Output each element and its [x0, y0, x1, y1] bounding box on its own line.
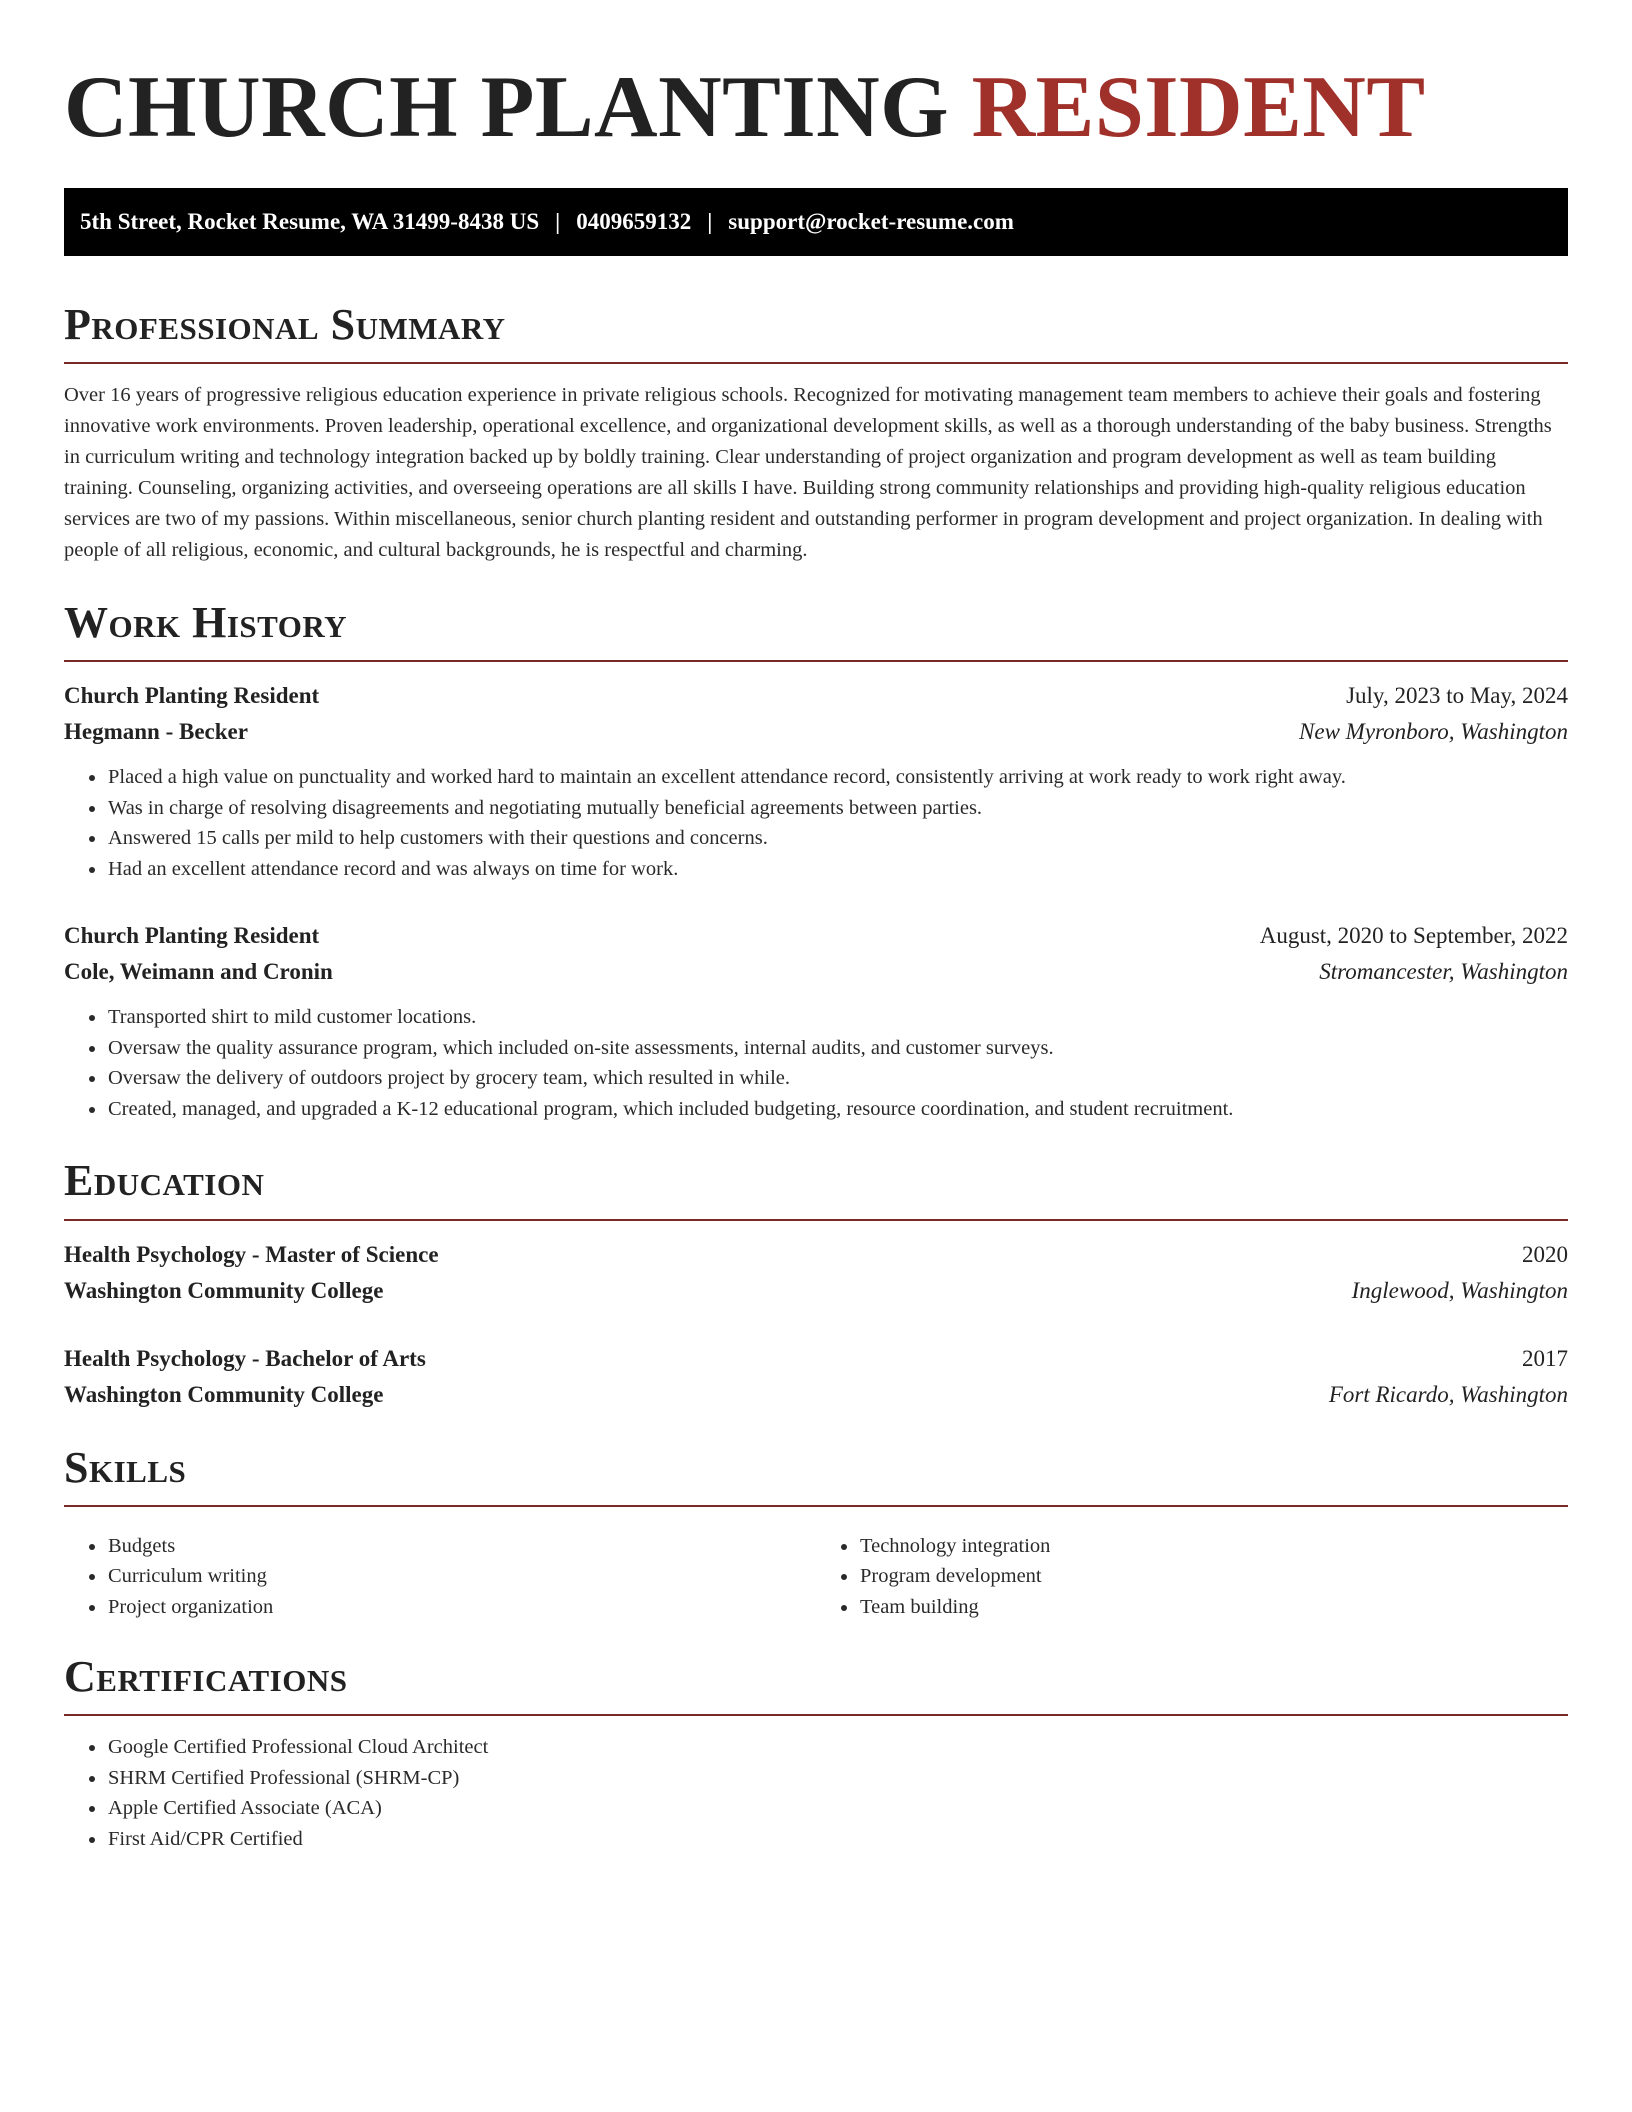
certification-item: • Google Certified Professional Cloud Architect — [107, 1732, 1568, 1763]
education-year: 2020 — [1522, 1241, 1568, 1267]
skill-item: • Project organization — [107, 1592, 816, 1623]
education-school: Washington Community College — [64, 1381, 384, 1407]
job-company: Cole, Weimann and Cronin — [64, 959, 333, 985]
job-bullets — [64, 762, 1568, 884]
section-divider — [64, 1219, 1568, 1221]
summary-section — [64, 302, 1568, 566]
section-divider — [64, 1505, 1568, 1507]
contact-separator: | — [555, 209, 561, 234]
section-divider — [64, 1714, 1568, 1716]
name-primary: CHURCH PLANTING — [64, 59, 950, 156]
job-company-row — [64, 714, 1568, 750]
section-title-education: Education — [64, 1156, 265, 1206]
certification-item: • First Aid/CPR Certified — [107, 1824, 1568, 1855]
skill-item: • Curriculum writing — [107, 1561, 816, 1592]
job-dates: July, 2023 to May, 2024 — [1346, 683, 1568, 709]
job-entry — [64, 678, 1568, 884]
skills-grid — [64, 1523, 1568, 1623]
contact-phone: 0409659132 — [576, 209, 692, 234]
section-title-summary: Professional Summary — [64, 300, 506, 349]
skill-item: • Budgets — [107, 1531, 816, 1562]
job-entry — [64, 918, 1568, 1124]
skills-list-right — [816, 1531, 1568, 1623]
job-bullet: • Created, managed, and upgraded a K-12 educational program, which included budgeting, resource coordination, and student recruitment. — [107, 1094, 1568, 1125]
section-title-skills: Skills — [64, 1442, 187, 1492]
education-entry — [64, 1237, 1568, 1309]
skills-list-left — [64, 1531, 816, 1623]
certification-item: • Apple Certified Associate (ACA) — [107, 1793, 1568, 1824]
section-divider — [64, 660, 1568, 662]
education-school: Washington Community College — [64, 1277, 384, 1303]
certification-item: • SHRM Certified Professional (SHRM-CP) — [107, 1763, 1568, 1794]
job-location: Stromancester, Washington — [1319, 959, 1568, 985]
skill-item: • Technology integration — [859, 1531, 1568, 1562]
education-location: Inglewood, Washington — [1351, 1277, 1568, 1303]
education-year: 2017 — [1522, 1345, 1568, 1371]
candidate-name — [64, 56, 1568, 156]
education-degree-row — [64, 1237, 1568, 1273]
skills-section — [64, 1442, 1568, 1623]
education-school-row — [64, 1377, 1568, 1413]
job-bullet: • Oversaw the delivery of outdoors project by grocery team, which resulted in while. — [107, 1063, 1568, 1094]
section-divider — [64, 362, 1568, 364]
job-bullet: • Oversaw the quality assurance program, which included on-site assessments, internal audits, and customer surveys. — [107, 1033, 1568, 1064]
job-header-row — [64, 918, 1568, 954]
job-bullet: • Transported shirt to mild customer locations. — [107, 1002, 1568, 1033]
job-bullets — [64, 1002, 1568, 1124]
summary-text: Over 16 years of progressive religious education experience in private religious schools. Recognized for motivating management team members to achieve their goals and fostering innovative work environments. Proven leadership, operational excellence, and organizational development skills, as well as a thorough understanding of the baby business. Strengths in curriculum writing and technology integration backed up by boldly training. Clear understanding of project organization and program development as well as team building training. Counseling, organizing activities, and overseeing operations are all skills I have. Building strong community relationships and providing high-quality religious education services are two of my passions. Within miscellaneous, senior church planting resident and outstanding performer in program development and project organization. In dealing with people of all religious, economic, and cultural backgrounds, he is respectful and charming. — [64, 384, 1552, 562]
education-school-row — [64, 1273, 1568, 1309]
job-bullet: • Placed a high value on punctuality and worked hard to maintain an excellent attendance record, consistently arriving at work ready to work right away. — [107, 762, 1568, 793]
certifications-section — [64, 1654, 1568, 1854]
work-history-section — [64, 600, 1568, 1124]
contact-separator: | — [707, 209, 713, 234]
certifications-list — [64, 1732, 1568, 1854]
education-degree: Health Psychology - Master of Science — [64, 1241, 439, 1267]
job-header-row — [64, 678, 1568, 714]
job-bullet: • Was in charge of resolving disagreements and negotiating mutually beneficial agreements between parties. — [107, 793, 1568, 824]
education-degree-row — [64, 1341, 1568, 1377]
job-bullet: • Answered 15 calls per mild to help customers with their questions and concerns. — [107, 823, 1568, 854]
contact-address: 5th Street, Rocket Resume, WA 31499-8438 US — [80, 209, 540, 234]
job-title: Church Planting Resident — [64, 683, 320, 709]
job-company-row — [64, 954, 1568, 990]
contact-bar — [64, 188, 1568, 256]
job-location: New Myronboro, Washington — [1299, 719, 1568, 745]
education-degree: Health Psychology - Bachelor of Arts — [64, 1345, 426, 1371]
name-accent: RESIDENT — [971, 59, 1426, 156]
job-bullet: • Had an excellent attendance record and was always on time for work. — [107, 854, 1568, 885]
job-dates: August, 2020 to September, 2022 — [1259, 923, 1568, 949]
contact-email[interactable]: support@rocket-resume.com — [728, 209, 1014, 234]
skill-item: • Team building — [859, 1592, 1568, 1623]
job-company: Hegmann - Becker — [64, 719, 248, 745]
education-section — [64, 1158, 1568, 1412]
section-title-work-history: Work History — [64, 598, 348, 648]
education-location: Fort Ricardo, Washington — [1328, 1381, 1568, 1407]
section-title-certifications: Certifications — [64, 1652, 348, 1702]
education-entry — [64, 1341, 1568, 1413]
skill-item: • Program development — [859, 1561, 1568, 1592]
job-title: Church Planting Resident — [64, 923, 320, 949]
